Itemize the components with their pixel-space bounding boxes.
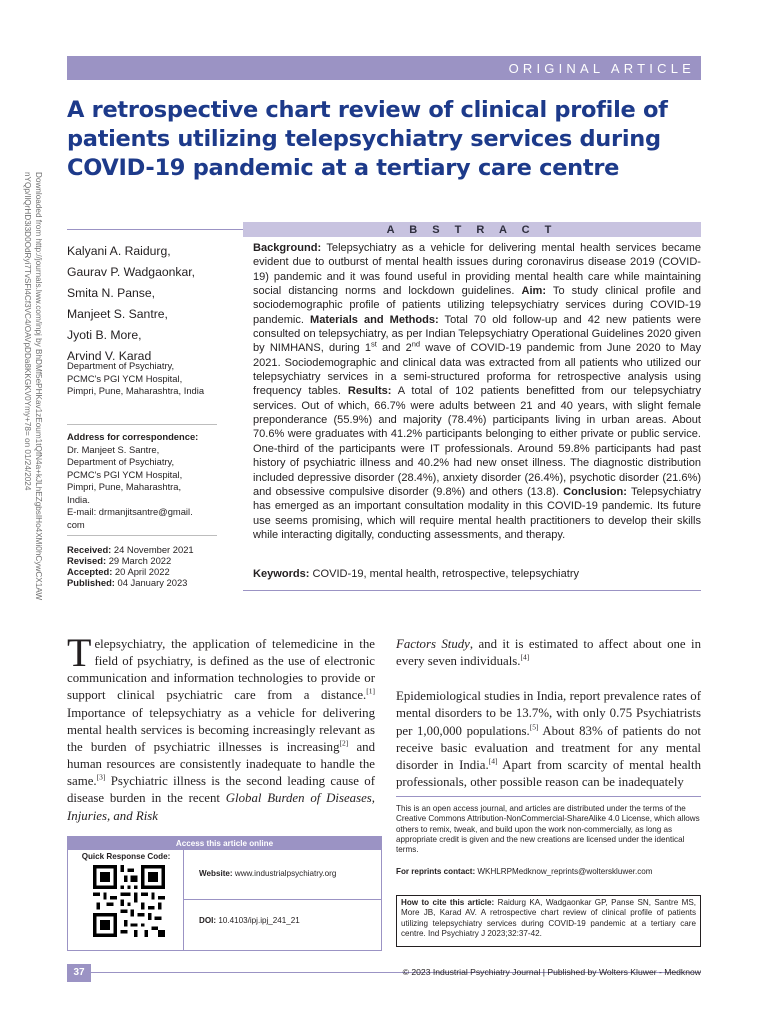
abstract-aim: To study clinical profile and sociodemographic profile of patients utilizing telepsychiatry services during COVID-19 pandemic. [253, 285, 701, 326]
download-watermark [0, 0, 43, 1024]
abstract-aim-label: Aim: [521, 285, 547, 298]
abstract-heading: A B S T R A C T [386, 223, 558, 236]
doi-label: DOI: [199, 916, 217, 925]
body-column-1: Telepsychiatry, the application of telemedicine in the field of psychiatry, is defined as the use of electronic communication and information technologies to provide or support clinical psychiatric care from a distance.[1] Importance of telepsychiatry as a vehicle for delivering mental health services is becoming increasingly relevant as the burden of psychiatric illnesses is increasing[2] and human resources are consistently inadequate to handle the same.[3] Psychiatric illness is the second leading cause of disease burden in the recent Global Burden of Diseases, Injuries, and Risk [67, 630, 375, 823]
author: Arvind V. Karad [67, 349, 152, 363]
author-list [67, 241, 242, 367]
abstract-results: A total of 102 patients benefitted from our telepsychiatry services. Out of which, 66.7% were adults between 21 and 40 years, with slight female preponderance (55.9%) and majority (78.4%) participants living in urban areas. About 70.6% were graduates with 41.2% participants belonging to either private or public service. One-third of the participants were IT professionals. Around 59.8% participants had past history of psychiatric illness and 40.2% had new onset illness. The diagnostic distribution included depressive disorder (28.4%), anxiety disorder (26.4%), psychotic disorder (21.6%) and obsessive compulsive disorder (9.8%) and others (13.8). [253, 385, 702, 498]
correspondence-line: India. [67, 493, 90, 505]
body-column-2 [396, 636, 701, 791]
citation-ref[interactable]: [1] [366, 687, 375, 697]
reprints-email[interactable]: WKHLRPMedknow_reprints@wolterskluwer.com [475, 867, 653, 876]
abstract-methods: wave of COVID-19 pandemic from June 2020 to May 2021. Sociodemographic and clinical data was extracted from all patients who utilized our telepsychiatry services in a semi-structured proforma for retrospective analysis using frequency tables. [253, 342, 701, 398]
abstract-conclusion-label: Conclusion: [563, 485, 627, 498]
author: Smita N. Panse, [67, 286, 156, 300]
author: Jyoti B. More, [67, 328, 142, 342]
license-notice: This is an open access journal, and articles are distributed under the terms of the Creative Commons Attribution-NonCommercial-ShareAlike 4.0 License, which allows others to remix, tweak, and build upon the work non-commercially, as long as appropriate credit is given and the new creations are licensed under the identical terms. [396, 804, 700, 855]
date-accepted: Accepted: 20 April 2022 [67, 566, 170, 577]
abstract-methods-label: Materials and Methods: [310, 313, 439, 326]
citation-ref[interactable]: [4] [520, 652, 530, 662]
superscript: st [370, 339, 377, 349]
page-number: 37 [67, 964, 91, 982]
keywords [253, 567, 701, 581]
divider [67, 535, 217, 536]
watermark-line-2: nYQp/IlQrHD3i3D0OdRyi7TvSFl4Cf3VC4/OAVpDDa8KKGKV0Ymy+78= on 01/24/2024 [23, 172, 32, 491]
drop-cap: T [67, 630, 92, 675]
date-revised: Revised: 29 March 2022 [67, 555, 172, 566]
website-cell [184, 850, 381, 900]
date-received: Received: 24 November 2021 [67, 544, 194, 555]
abstract-heading-bar [243, 222, 701, 237]
author: Manjeet S. Santre, [67, 307, 168, 321]
correspondence-line: Department of Psychiatry, [67, 456, 175, 467]
abstract-text [253, 241, 701, 542]
abstract-methods: and 2 [376, 342, 412, 355]
watermark-line-1: Downloaded from http://journals.lww.com/inpj by BhDMf5ePHKav1zEoum1tQfN4a+kJLhEZgbsIHo4XMi0hCywCX1AW [34, 172, 43, 601]
section-banner [67, 56, 701, 80]
abstract-methods: Total 70 old follow-up and 42 new patients were consulted on telepsychiatry, as per Indian Telepsychiatry Operational Guidelines 2020 given by NIMHANS, during 1 [253, 313, 702, 355]
reprints-contact [396, 867, 701, 877]
keywords-label: Keywords: [253, 568, 310, 580]
abstract-results-label: Results: [347, 385, 392, 398]
divider [243, 590, 701, 591]
affiliation-line: Department of Psychiatry, [67, 360, 175, 371]
doi-cell [184, 900, 381, 950]
affiliation-line: Pimpri, Pune, Maharashtra, India [67, 385, 205, 396]
cite-label: How to cite this article: [401, 898, 495, 907]
qr-label: Quick Response Code: [81, 852, 171, 861]
website-label: Website: [199, 869, 233, 878]
footer-text: © 2023 Industrial Psychiatry Journal | Published by Wolters Kluwer - Medknow [402, 967, 701, 977]
paragraph: Factors Study, and it is estimated to affect about one in every seven individuals.[4] [396, 637, 701, 669]
correspondence-line: Pimpri, Pune, Maharashtra, [67, 481, 182, 492]
access-heading: Access this article online [68, 837, 381, 850]
paragraph: Epidemiological studies in India, report prevalence rates of mental disorders to be 13.7%, with only 0.75 Psychiatrists per 1,00,000 populations.[5] About 83% of patients do not receive basic evaluation and treatment for any mental disorder in India.[4] Apart from scarcity of mental health professionals, other possible reason can be inadequately [396, 689, 701, 790]
website-link[interactable]: www.industrialpsychiatry.org [232, 869, 337, 878]
article-dates [67, 544, 242, 588]
abstract-background: Telepsychiatry as a vehicle for delivering mental health services became evident due to outburst of mental health issues during coronavirus disease 2019 (COVID-19) pandemic and it was found useful in providing mental health care while maintaining social distancing norms and lockdown guidelines. [253, 242, 701, 298]
citation-ref[interactable]: [2] [339, 738, 349, 748]
correspondence-line: Dr. Manjeet S. Santre, [67, 443, 160, 455]
affiliation [67, 360, 242, 398]
citation-ref[interactable]: [4] [488, 756, 498, 766]
correspondence-email[interactable]: E-mail: drmanjitsantre@gmail. [67, 506, 193, 517]
author: Kalyani A. Raidurg, [67, 244, 171, 258]
doi-link[interactable]: 10.4103/ipj.ipj_241_21 [216, 916, 300, 925]
qr-code-icon[interactable] [93, 865, 165, 937]
correspondence-email-end[interactable]: com [67, 518, 85, 530]
divider [396, 796, 701, 797]
qr-cell [68, 850, 184, 950]
divider [67, 424, 217, 425]
citation-ref[interactable]: [5] [529, 722, 539, 732]
cite-text: Raidurg KA, Wadgaonkar GP, Panse SN, Santre MS, More JB, Karad AV. A retrospective chart review of clinical profile of patients utilizing telepsychiatry services during COVID-19 pandemic at a tertiary care centre. Ind Psychiatry J 2023;32:37-42. [401, 898, 696, 938]
abstract-conclusion: Telepsychiatry has emerged as an important consultation modality in this COVID-19 pandemic. Its future use seems promising, which will require mental health practitioners to develop their skills while interacting digitally, conducting assessments, and therapy. [253, 485, 701, 541]
citation-ref[interactable]: [3] [96, 772, 106, 782]
superscript: nd [411, 339, 421, 349]
abstract-background-label: Background: [253, 242, 322, 254]
correspondence-heading: Address for correspondence: [67, 431, 199, 442]
citation-box [396, 895, 701, 947]
keywords-text: COVID-19, mental health, retrospective, telepsychiatry [309, 568, 580, 580]
divider [67, 229, 243, 230]
date-published: Published: 04 January 2023 [67, 577, 188, 588]
author: Gaurav P. Wadgaonkar, [67, 265, 196, 279]
section-label: ORIGINAL ARTICLE [508, 60, 695, 76]
affiliation-line: PCMC's PGI YCM Hospital, [67, 372, 183, 384]
reprints-label: For reprints contact: [396, 867, 476, 876]
access-online-box [67, 836, 382, 951]
correspondence-line: PCMC's PGI YCM Hospital, [67, 468, 183, 480]
correspondence-block [67, 431, 239, 531]
article-title: A retrospective chart review of clinical profile of patients utilizing telepsychiatry services during COVID-19 pandemic at a tertiary care centre [67, 97, 668, 181]
